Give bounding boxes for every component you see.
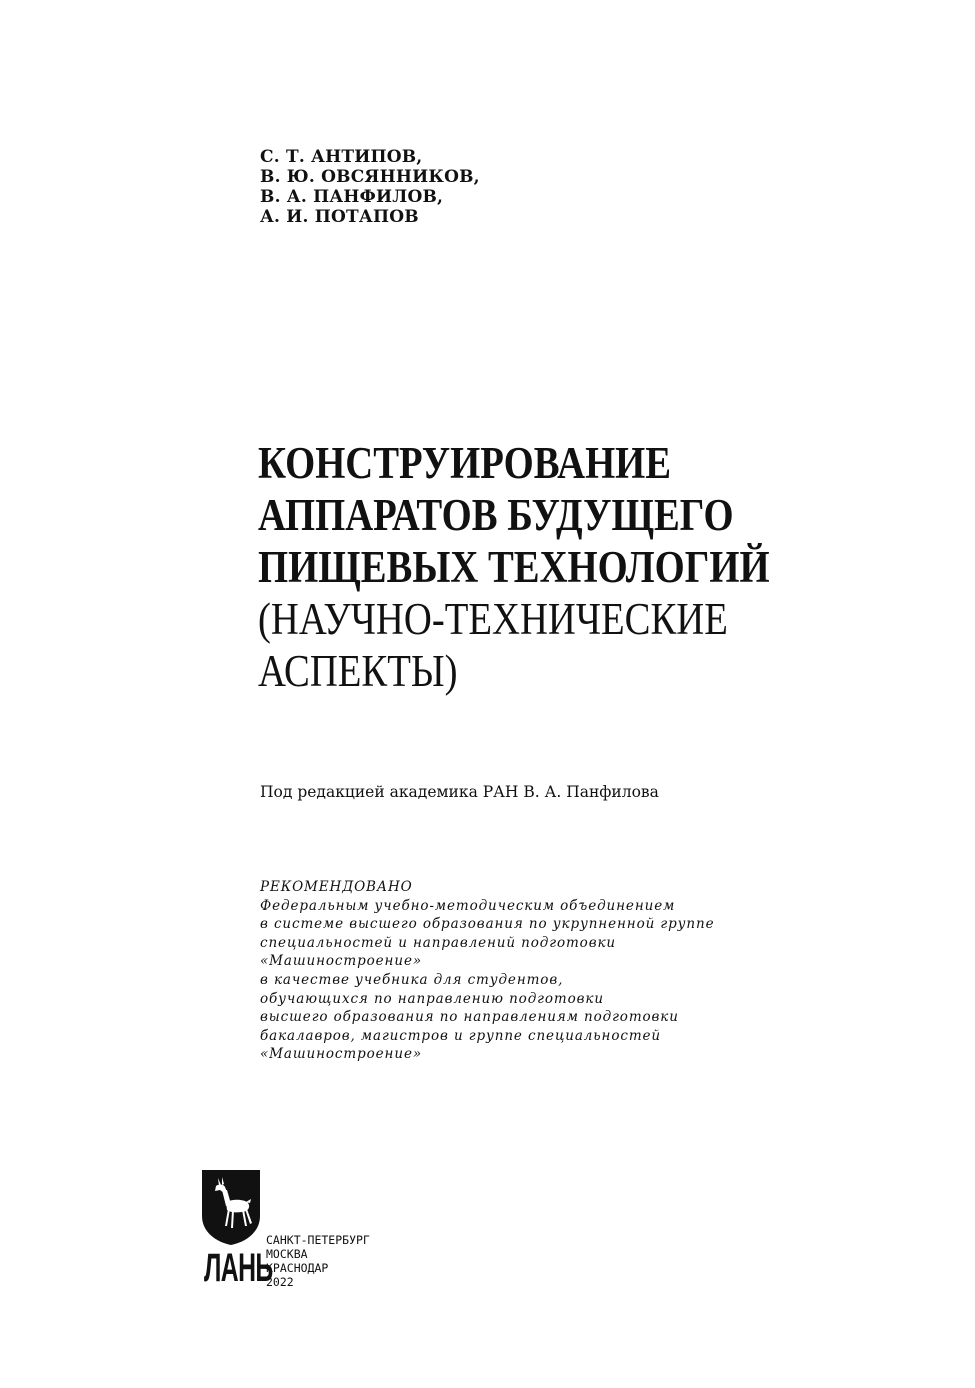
subtitle-line: (НАУЧНО-ТЕХНИЧЕСКИЕ bbox=[258, 594, 728, 644]
recommendation-line: в качестве учебника для студентов, bbox=[260, 971, 564, 988]
place-name: САНКТ-ПЕТЕРБУРГ bbox=[266, 1233, 370, 1247]
place-name: КРАСНОДАР bbox=[266, 1261, 329, 1275]
title-line: ПИЩЕВЫХ ТЕХНОЛОГИЙ bbox=[258, 542, 770, 592]
recommendation-line: специальностей и направлений подготовки bbox=[260, 934, 617, 951]
book-title bbox=[258, 437, 770, 697]
deer-shield-icon bbox=[200, 1168, 262, 1246]
recommendation-line: «Машиностроение» bbox=[260, 953, 422, 970]
place-name: МОСКВА bbox=[266, 1247, 308, 1261]
editor-credit: Под редакцией академика РАН В. А. Панфилова bbox=[260, 783, 659, 801]
author-name: В. Ю. ОВСЯННИКОВ, bbox=[260, 167, 480, 187]
logo-text: ЛАНЬ bbox=[204, 1246, 273, 1290]
recommendation-line: «Машиностроение» bbox=[260, 1046, 422, 1063]
recommendation-line: высшего образования по направлениям подготовки bbox=[260, 1009, 679, 1026]
recommendation-line: бакалавров, магистров и группе специальностей bbox=[260, 1027, 662, 1044]
subtitle-line: АСПЕКТЫ) bbox=[258, 646, 458, 696]
title-line: АППАРАТОВ БУДУЩЕГО bbox=[258, 490, 734, 540]
author-name: А. И. ПОТАПОВ bbox=[260, 207, 419, 227]
recommendation-block bbox=[260, 878, 714, 1064]
recommendation-line: обучающихся по направлению подготовки bbox=[260, 990, 604, 1007]
publisher-places bbox=[266, 1233, 370, 1289]
recommendation-line: РЕКОМЕНДОВАНО bbox=[260, 879, 413, 895]
publication-year: 2022 bbox=[266, 1275, 294, 1289]
publisher-logo bbox=[200, 1168, 273, 1292]
author-name: С. Т. АНТИПОВ, bbox=[260, 147, 423, 167]
author-name: В. А. ПАНФИЛОВ, bbox=[260, 187, 444, 207]
authors-list bbox=[260, 147, 480, 227]
recommendation-line: Федеральным учебно-методическим объединением bbox=[260, 897, 676, 914]
recommendation-line: в системе высшего образования по укрупненной группе bbox=[260, 916, 715, 933]
title-line: КОНСТРУИРОВАНИЕ bbox=[258, 438, 672, 488]
